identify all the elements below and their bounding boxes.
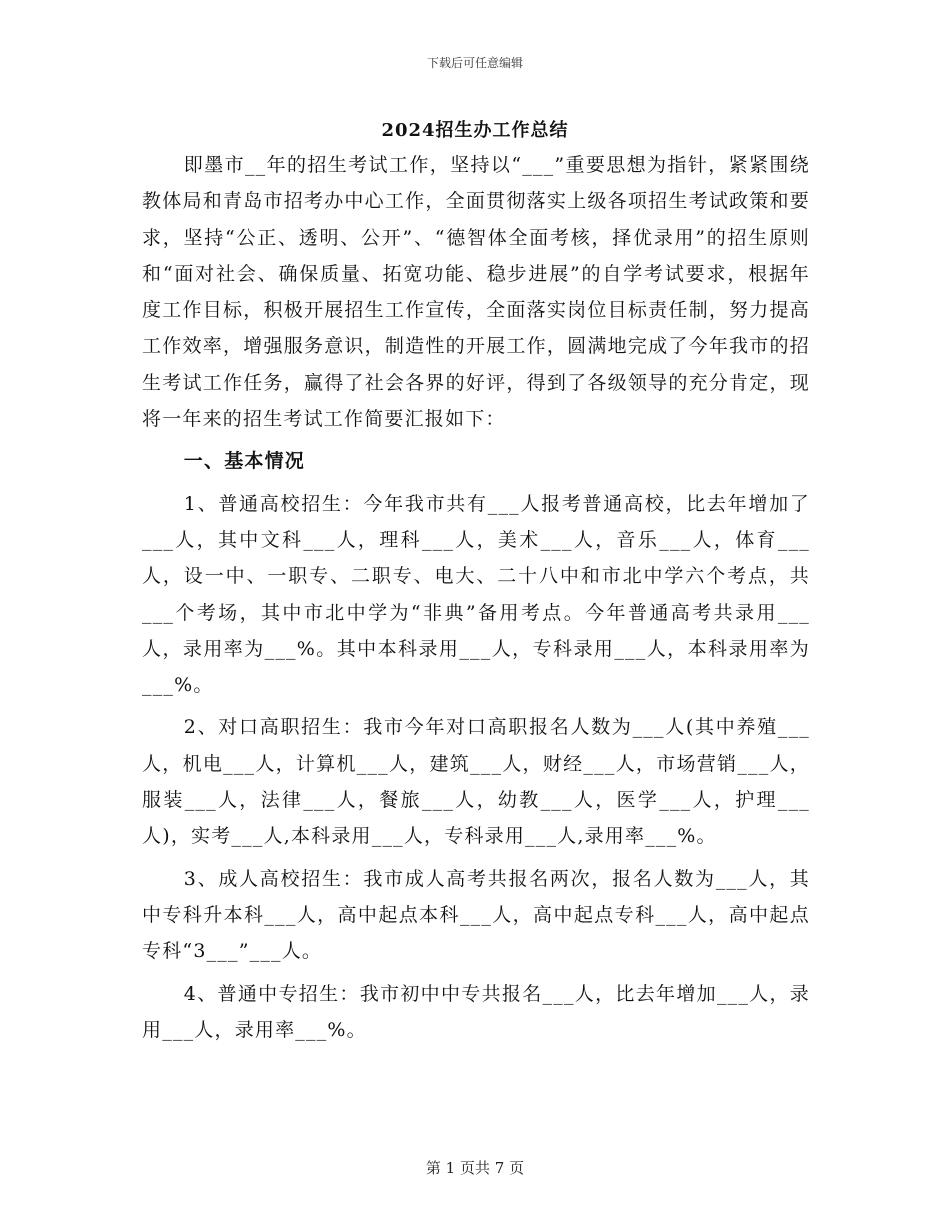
page-footer: 第 1 页共 7 页 (425, 1159, 525, 1177)
page-header: 下载后可任意编辑 (426, 56, 523, 70)
list-item: 3、成人高校招生：我市成人高考共报名两次，报名人数为___人，其中专科升本科___人，高中起点本科___人，高中起点专科___人，高中起点专科“3___”___人。 (142, 867, 810, 963)
list-item: 1、普通高校招生：今年我市共有___人报考普通高校，比去年增加了___人，其中文科___人，理科___人，美术___人，音乐___人，体育___人，设一中、一职专、二职专、电大、二十八中和市北中学六个考点，共___个考场，其中市北中学为“非典”备用考点。今年普通高考共录用___人，录用率为___%。其中本科录用___人，专科录用___人，本科录用率为___%。 (142, 492, 810, 697)
document-title: 2024招生办工作总结 (381, 120, 569, 141)
document-body (142, 147, 810, 1048)
list-item: 2、对口高职招生：我市今年对口高职报名人数为___人(其中养殖___人，机电___人，计算机___人，建筑___人，财经___人，市场营销___人，服装___人，法律___人，餐旅___人，幼教___人，医学___人，护理___人)，实考___人,本科录用___人，专科录用___人,录用率___%。 (142, 716, 810, 848)
list-item: 4、普通中专招生：我市初中中专共报名___人，比去年增加___人，录用___人，录用率___%。 (142, 982, 810, 1041)
section-heading-basic: 一、基本情况 (183, 450, 305, 473)
intro-paragraph: 即墨市__年的招生考试工作，坚持以“___”重要思想为指针，紧紧围绕教体局和青岛市招考办中心工作，全面贯彻落实上级各项招生考试政策和要求，坚持“公正、透明、公开”、“德智体全面考核，择优录用”的招生原则和“面对社会、确保质量、拓宽功能、稳步进展”的自学考试要求，根据年度工作目标，积极开展招生工作宣传，全面落实岗位目标责任制，努力提高工作效率，增强服务意识，制造性的开展工作，圆满地完成了今年我市的招生考试工作任务，赢得了社会各界的好评，得到了各级领导的充分肯定，现将一年来的招生考试工作简要汇报如下： (142, 154, 810, 431)
